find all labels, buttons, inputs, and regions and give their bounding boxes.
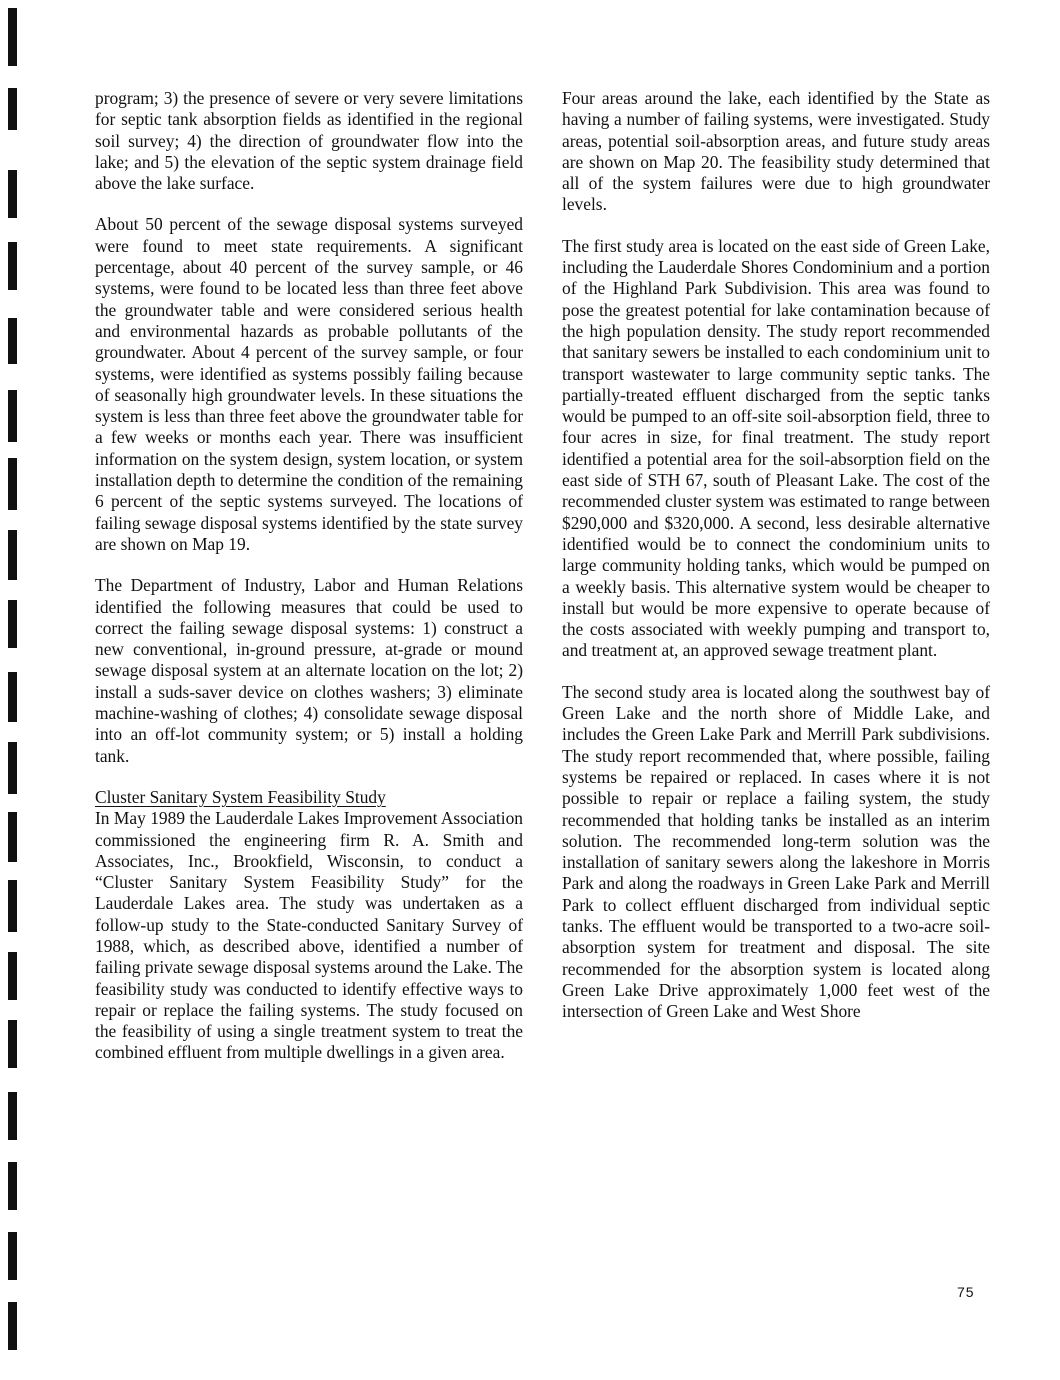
page-number: 75 — [957, 1284, 975, 1300]
binding-mark — [8, 742, 17, 794]
binding-edge-marks — [8, 0, 22, 1380]
binding-mark — [8, 318, 17, 364]
binding-mark — [8, 1302, 17, 1350]
binding-mark — [8, 1020, 17, 1068]
binding-mark — [8, 530, 17, 580]
binding-mark — [8, 242, 17, 290]
binding-mark — [8, 390, 17, 442]
binding-mark — [8, 8, 17, 66]
paragraph: In May 1989 the Lauderdale Lakes Improvement Association commissioned the engineering firm R. A. Smith and Associates, Inc., Brookfield, Wisconsin, to conduct a “Cluster Sanitary System Feasibility Study” for the Lauderdale Lakes area. The study was undertaken as a follow-up study to the State-conducted Sanitary Survey of 1988, which, as described above, identified a number of failing private sewage disposal systems around the Lake. The feasibility study was conducted to identify effective ways to repair or replace the failing systems. The study focused on the feasibility of using a single treatment system to treat the combined effluent from multiple dwellings in a given area. — [95, 808, 523, 1063]
paragraph: The first study area is located on the east side of Green Lake, including the Lauderdale Shores Condominium and a portion of the Highland Park Subdivision. This area was found to pose the greatest potential for lake contamination because of the high population density. The study report recommended that sanitary sewers be installed to each condominium unit to transport wastewater to large community septic tanks. The partially-treated effluent discharged from the septic tanks would be pumped to an off-site soil-absorption field, three to four acres in size, for final treatment. The study report identified a potential area for the soil-absorption field on the east side of STH 67, south of Pleasant Lake. The cost of the recommended cluster system was estimated to range between $290,000 and $320,000. A second, less desirable alternative identified would be to connect the condominium units to large community holding tanks, which would be pumped on a weekly basis. This alternative system would be cheaper to install but would be more expensive to operate because of the costs associated with weekly pumping and transport to, and treatment at, an approved sewage treatment plant. — [562, 235, 990, 661]
right-column — [562, 88, 990, 1022]
binding-mark — [8, 672, 17, 722]
paragraph: The Department of Industry, Labor and Human Relations identified the following measures that could be used to correct the failing sewage disposal systems: 1) construct a new conventional, in-ground pressure, at-grade or mound sewage disposal system at an alternate location on the lot; 2) install a suds-saver device on clothes washers; 3) eliminate machine-washing of clothes; 4) consolidate sewage disposal into an off-lot community system; or 5) install a holding tank. — [95, 575, 523, 766]
binding-mark — [8, 880, 17, 932]
binding-mark — [8, 1162, 17, 1210]
binding-mark — [8, 812, 17, 862]
binding-mark — [8, 458, 17, 510]
binding-mark — [8, 600, 17, 648]
section-heading: Cluster Sanitary System Feasibility Study — [95, 786, 386, 807]
left-column — [95, 88, 523, 1064]
paragraph: program; 3) the presence of severe or very severe limitations for septic tank absorption fields as identified in the regional soil survey; 4) the direction of groundwater flow into the lake; and 5) the elevation of the septic system drainage field above the lake surface. — [95, 88, 523, 194]
binding-mark — [8, 1092, 17, 1140]
binding-mark — [8, 88, 17, 130]
paragraph: The second study area is located along the southwest bay of Green Lake and the north shore of Middle Lake, and includes the Green Lake Park and Merrill Park subdivisions. The study report recommended that, where possible, failing systems be repaired or replaced. In cases where it is not possible to repair or replace a failing system, the study recommended that holding tanks be installed as an interim solution. The recommended long-term solution was the installation of sanitary sewers along the lakeshore in Morris Park and along the roadways in Green Lake Park and Merrill Park to collect effluent discharged from individual septic tanks. The effluent would be transported to a two-acre soil-absorption system for treatment and disposal. The site recommended for the absorption system is located along Green Lake Drive approximately 1,000 feet west of the intersection of Green Lake and West Shore — [562, 681, 990, 1022]
binding-mark — [8, 1232, 17, 1280]
binding-mark — [8, 170, 17, 218]
paragraph: Four areas around the lake, each identified by the State as having a number of failing systems, were investigated. Study areas, potential soil-absorption areas, and future study areas are shown on Map 20. The feasibility study determined that all of the system failures were due to high groundwater levels. — [562, 88, 990, 215]
binding-mark — [8, 952, 17, 1000]
paragraph: About 50 percent of the sewage disposal systems surveyed were found to meet state requirements. A significant percentage, about 40 percent of the survey sample, or 46 systems, were found to be located less than three feet above the groundwater table and were considered serious health and environmental hazards as probable pollutants of the groundwater. About 4 percent of the survey sample, or four systems, were identified as systems possibly failing because of seasonally high groundwater levels. In these situations the system is less than three feet above the groundwater table for a few weeks or months each year. There was insufficient information on the system design, system location, or system installation depth to determine the condition of the remaining 6 percent of the septic systems surveyed. The locations of failing sewage disposal systems identified by the state survey are shown on Map 19. — [95, 214, 523, 554]
